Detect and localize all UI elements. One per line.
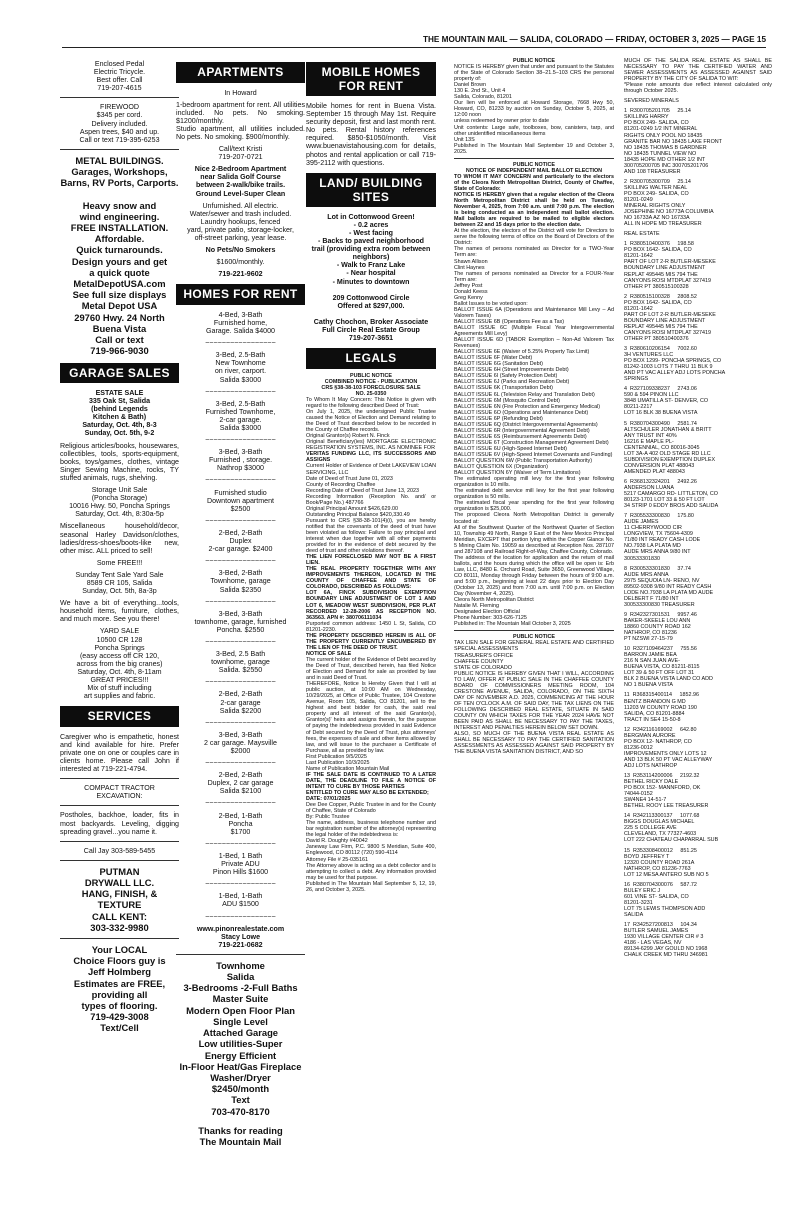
tax-lien-body: TAX LIEN SALE FOR GENERAL REAL ESTATE AND CERTIFIED SPECIAL ASSESSMENTS TREASURER'S OFFICE CHAFFEE COUNTY STATE OF COLORADO PUBLIC NOTICE IS HEREBY GIVEN THAT I WILL, ACCORDING TO LAW, OFFER AT PUBLIC SALE IN THE CHAFFEE COUNTY BOARD OF COMMISSIONERS MEETING ROOM, 104 CRESTONE AVENUE, SALIDA, COLORADO, ON THE SIXTH DAY OF NOVEMBER A.D. 2025, COMMENCING AT THE HOUR OF TEN O'CLOCK A.M. OF SAID DAY, THE TAX LIENS ON THE FOLLOWING DESCRIBED REAL ESTATE, SITUATE IN SAID COUNTY ON WHICH TAXES FOR THE YEAR 2024 HAVE NOT BEEN PAID AS SHALL BE NECESSARY TO PAY THE TAXES, INTEREST AND PENALTIES HEREIN BELOW SET DOWN. ALSO, SO MUCH OF THE BUENA VISTA REAL ESTATE AS SHALL BE NECESSARY TO PAY THE CERTIFIED SANITATION ASSESSMENTS AS ASSESSED AGAINST SAID PROPERTY BY THE BUENA VISTA SANITATION DISTRICT, AND SO <box>454 640 614 756</box>
apartment-ad: Call/text Kristi 719-207-0721 <box>218 145 263 162</box>
tax-lien-entry: 3 R380610206154 7002.60 3H VENTURES LLC PO BOX 1299- PONCHA SPRINGS, CO 81242-1003 LOTS 7 THRU 11 BLK 9 AND PT VAC ALLEY ADJ LOTS PONCHA SPRINGS <box>624 346 726 383</box>
election-notice <box>454 162 614 628</box>
notice-paragraph: Published in: The Mountain Mail October 3, 2025 <box>454 621 571 628</box>
classified-ad: FIREWOOD $345 per cord. Delivery included. Aspen trees, $40 and up. Call or text 719-395-6253 <box>79 103 160 144</box>
apartment-ad: 1-bedroom apartment for rent. All utilities included. No pets. No smoking. $1200/monthly. Studio apartment, all utilities included. No pets. No smoking. $900/monthly. <box>176 100 305 141</box>
classified-ad: Enclosed Pedal Electric Tricycle. Best offer. Call 719-207-4615 <box>93 60 146 93</box>
garage-sale-ad: Storage Unit Sale (Poncha Storage) 10016 Hwy. 50, Poncha Springs Saturday, Oct. 4th, 8:30a-5p <box>69 486 170 519</box>
foreclosure-notice <box>306 373 436 893</box>
notice-paragraph: Shawn Allison <box>454 258 488 265</box>
tax-lien-heading: PUBLIC NOTICE <box>513 634 555 641</box>
listing-divider: ~~~~~~~~~~~~~~~~~ <box>205 557 276 566</box>
notice-paragraph: LOT 6A, FINCK SUBDIVISION EXEMPTION BOUNDARY LINE ADJUSTMENT OF LOT 1 AND LOT 6, MEADOW WEST SUBDIVISION, PER PLAT RECORDED 12-28-2006 AS RECEPTION NO. 363563. APN #: 380706111034 <box>306 590 436 621</box>
home-rental-ads <box>176 309 305 1119</box>
notice-paragraph: The estimated operating mill levy for the first year following organization is 10 mills. <box>454 476 614 489</box>
foreclosure-notice-heading: PUBLIC NOTICE COMBINED NOTICE - PUBLICATION CRS §38-38-103 FORECLOSURE SALE NO. 25-0350 <box>321 372 421 397</box>
column-public-notices <box>454 58 614 1170</box>
notice-paragraph: Phone Number: 303-626-7125 <box>454 615 527 622</box>
home-rental-ad: Furnished studio Downtown apartment $2500 <box>206 488 275 513</box>
notice-paragraph: County of Recording Chaffee <box>306 481 376 488</box>
tax-lien-entry: 9 R342327301531 9957.46 BAKER-SKEELE LOU ANN 18860 COUNTY ROAD 162 NATHROP, CO 81236 PT NZSWI 27-15-79 <box>624 611 697 643</box>
service-ad: COMPACT TRACTOR EXCAVATION: <box>84 784 155 801</box>
tax-lien-notice <box>454 634 614 755</box>
tax-lien-entry: 2 R380515100328 2808.52 PO BOX 1642- SALIDA, CO 81201-1642 PART OF LOT 2-R BUTLER-MESEKE BOUNDARY LINE ADJUSTMENT REPLAT 495445 MIS 794 THE CANYONS ROSI MTDPLAT 327419 OTHER PT 380510400376 <box>624 293 716 342</box>
section-heading-apartments: APARTMENTS <box>176 62 305 83</box>
storage-lien-notice <box>454 58 614 155</box>
garage-sale-ad: Some FREE!!! <box>96 558 143 567</box>
notice-paragraph: The Attorney above is acting as a debt collector and is attempting to collect a debt. Any information provided may be used for that purpose. <box>306 862 436 881</box>
notice-paragraph: First Publication 9/5/2025 <box>306 753 367 760</box>
tax-lien-entry: 13 R353114200006 2192.32 BETHEL RICKY DALE PO BOX 152- MANNFORD, OK 74044-0152 SW4NE4 14-51-7 BETHEL ROOY LEE TREASURER <box>624 773 709 810</box>
notice-paragraph: BALLOT ISSUE 6G (Sanitation Debt) <box>454 361 543 368</box>
notice-paragraph: All of the Southwest Quarter of the Northwest Quarter of Section 10, Township 49 North, Range 9 East of the New Mexico Principal Meridian, EXCEPT that portion lying within the Copper Glance No. 5 Mining Claim No. 19059 as described at Reception Nos. 287107 and 287108 and Railroad Right-of-Way, Chaffee County, Colorado. <box>454 524 614 555</box>
garage-sale-ad: Religious articles/books, housewares, collectibles, tools, sports-equipment, books, toys/games, clothes, vintage Singer Sewing Machine, rocks, TY stuffed animals, rugs, shelving. <box>60 441 179 482</box>
garage-sale-ad: ESTATE SALE 335 Oak St, Salida (behind Legends Kitchen & Bath) Saturday, Oct. 4th, 8-3 Sunday, Oct. 5th, 9-2 <box>82 389 157 438</box>
notice-paragraph: BALLOT ISSUE 6S (Reimbursement Agreements Debt) <box>454 433 587 440</box>
severed-minerals-heading: SEVERED MINERALS <box>624 98 679 105</box>
notice-paragraph: Original Grantor(s) Robert N. Finck <box>306 433 390 440</box>
garage-sale-ads <box>60 387 179 702</box>
notice-paragraph: BALLOT ISSUE 6N (Fire Protection and Emergency Medical) <box>454 403 601 410</box>
notice-paragraph: VERITAS FUNDING LLC, ITS SUCCESSORS AND ASSIGNS <box>306 451 436 464</box>
notice-paragraph: BALLOT ISSUE 6F (Water Debt) <box>454 355 533 362</box>
notice-paragraph: Janeway Law Firm, P.C. 9800 S Meridian, Suite 400, Englewood, CO 80112 (720) 590-4114 <box>306 844 436 857</box>
listing-divider: ~~~~~~~~~~~~~~~~~ <box>205 718 276 727</box>
column-mobile-land-legals <box>306 58 436 1170</box>
apartment-ad: $1600/monthly. <box>216 258 265 267</box>
notice-paragraph: To Whom It May Concern: This Notice is given with regard to the following described Deed of Trust: <box>306 396 436 409</box>
home-rental-ad: 3-Bed, 3-Bath townhome, garage, furnished Poncha. $2550 <box>194 609 287 634</box>
notice-paragraph: BALLOT ISSUE 6M (Mosquito Control Debt) <box>454 397 560 404</box>
notice-paragraph: Donald Keess <box>454 288 488 295</box>
notice-paragraph: BALLOT ISSUE 6I (Safety Protection Debt) <box>454 373 558 380</box>
notice-paragraph: BALLOT ISSUE 6H (Street Improvements Debt) <box>454 367 569 374</box>
notice-paragraph: BALLOT ISSUE 6J (Parks and Recreation Debt) <box>454 379 570 386</box>
home-rental-ad: 1-Bed, 1 Bath Private ADU Pinon Hills $1600 <box>212 851 269 877</box>
tax-lien-entry: 7 R305533300830 175.80 AUDE JAMES 11 CHERRYWOOD CIR LONGVIEW, TX 75604-4309 71/80 INT READY CASH LODE NO.7938 LA PLATA MD AUDE MRS ANNA 9/80 INT 300533301830 <box>624 513 701 562</box>
notice-paragraph: The name, address, business telephone number and bar registration number of the attorney(s) representing the legal holder of the indebtedness is: <box>306 820 436 839</box>
service-ad: Caregiver who is empathetic, honest and kind available for hire. Prefer private one on one or couples care in clients home. Please call John if interested at 719-221-4794. <box>60 732 179 774</box>
notice-paragraph: THEREFORE, Notice Is Hereby Given that I will at public auction, at 10:00 AM on Wednesday, 10/29/2025, at Office of Public Trustee, 104 Crestone Avenue, Room 105, Salida, CO 81201, sell to the highest and best bidder for cash, the said real property and all interest of the said Grantor(s), Grantor(s)' heirs and assigns therein, for the purpose of paying the indebtedness provided in said Evidence of Debt secured by the Deed of Trust, plus attorneys' fees, the expenses of sale and other items allowed by law, and will issue to the purchaser a Certificate of Purchase, all as provided by law. <box>306 681 436 754</box>
notice-paragraph: Cleora North Metropolitan District <box>454 597 534 604</box>
apartment-ad: 719-221-9602 <box>218 270 263 279</box>
home-rental-ad: 3-Bed, 2-Bath Townhome, garage Salida $2350 <box>210 569 271 594</box>
apartment-ad: Unfurnished. All electric. Water/sewer and trash included. Laundry hookups, fenced yard, private patio, storage-locker, off-street parking, year lease. <box>187 201 294 242</box>
notice-paragraph: The current holder of the Evidence of Debt secured by the Deed of Trust, described herein, has filed Notice of Election and Demand for sale as provided by law and in said Deed of Trust. <box>306 656 436 682</box>
notice-paragraph: Designated Election Official <box>454 609 520 616</box>
notice-paragraph: Last Publication 10/3/2025 <box>306 759 370 766</box>
notice-paragraph: The names of persons nominated as Director for a TWO-Year Term are: <box>454 246 614 259</box>
tax-lien-entry: 14 R342113300137 1077.68 BIGGS DOUGLAS MICHAEL 225 S COLLEGE AVE CLEVELAND, TX 77327-4603 LOT 222 CHATEAU CHAPARRAL SUB <box>624 813 719 844</box>
election-notice-heading: PUBLIC NOTICE NOTICE OF INDEPENDENT MAIL BALLOT ELECTION <box>465 161 603 174</box>
page-header: THE MOUNTAIN MAIL — SALIDA, COLORADO — FRIDAY, OCTOBER 3, 2025 — PAGE 15 <box>62 34 766 48</box>
listing-divider: ~~~~~~~~~~~~~~~~~ <box>205 799 276 808</box>
severed-minerals-list <box>624 108 772 227</box>
column-rentals <box>176 58 305 1170</box>
garage-sale-ad: Sunday Tent Sale Yard Sale 8589 CR 105, Salida Sunday, Oct. 5th, 8a-3p <box>75 570 164 596</box>
notice-paragraph: THE LIEN FORECLOSED MAY NOT BE A FIRST LIEN. <box>306 554 436 567</box>
home-rental-ad: 3-Bed, 2.5 Bath townhome, garage Salida. $2550 <box>211 650 270 675</box>
notice-paragraph: THE REAL PROPERTY TOGETHER WITH ANY IMPROVEMENTS THEREON, LOCATED IN THE COUNTY OF CHAFFEE AND STATE OF COLORADO, DESCRIBED AS FOLLOWS: <box>306 566 436 591</box>
notice-paragraph: BALLOT ISSUE 6R (Intergovernmental Agreement Debt) <box>454 427 590 434</box>
notice-paragraph: BALLOT ISSUE 6Q (District Intergovernmental Agreements) <box>454 421 598 428</box>
tax-lien-entry: 16 R380704300076 587.72 BULEY ERIC J 601 VINE ST- SALIDA, CO 81201-3231 LOT 75 LEWIS THOMPSON ADD SALIDA <box>624 881 706 918</box>
garage-sale-ad: YARD SALE 10500 CR 128 Poncha Springs (easy access off CR 120, across from the big cranes) Saturday, Oct. 4th, 8-11am GREAT PRICES!!! Mix of stuff including art supplies and fabric. <box>76 627 163 701</box>
garage-sale-ad: We have a bit of everything...tools, household items, furniture, clothes, and much more. See you there! <box>60 599 179 624</box>
section-heading-garage-sales: GARAGE SALES <box>60 363 179 384</box>
notice-paragraph: BALLOT ISSUE 6O (Operations and Maintenance Debt) <box>454 409 589 416</box>
home-rental-ad: 2-Bed, 2-Bath 2-car garage Salida $2200 <box>218 690 263 715</box>
listing-divider: ~~~~~~~~~~~~~~~~~ <box>205 516 276 525</box>
notice-paragraph: NOTICE OF SALE <box>306 650 352 657</box>
listing-divider: ~~~~~~~~~~~~~~~~~ <box>205 339 276 348</box>
column-tax-lien-list <box>624 58 772 1170</box>
notice-paragraph: BALLOT QUESTION 6Y (Waiver of Term Limitations) <box>454 470 581 477</box>
notice-paragraph: Attorney File # 25-035161 <box>306 856 369 863</box>
notice-paragraph: Outstanding Principal Balance $420,330.49 <box>306 511 410 518</box>
notice-paragraph: IF THE SALE DATE IS CONTINUED TO A LATER DATE, THE DEADLINE TO FILE A NOTICE OF INTENT TO CURE BY THOSE PARTIES <box>306 771 436 790</box>
apartment-ad: Nice 2-Bedroom Apartment near Salida Golf Course between 2-walk/bike trails. Ground Level-Super Clean <box>194 165 287 198</box>
home-rental-ad: 1-Bed, 1-Bath ADU $1500 <box>218 892 263 909</box>
notice-paragraph: ENTITLED TO CURE MAY ALSO BE EXTENDED; <box>306 789 429 796</box>
tax-lien-intro: MUCH OF THE SALIDA REAL ESTATE AS SHALL BE NECESSARY TO PAY THE CERTIFIED WATER AND SEWER ASSESSMENTS AS ASSESSED AGAINST SAID PROPERTY BY THE CITY OF SALIDA TO WIT: *Please note amounts due reflect interest calculated only through October 2025. <box>624 58 772 95</box>
garage-sale-ad: Miscellaneous household/decor, seasonal Harley Davidson/clothes, ladies/dress-shoes/boots-like new, other misc. ALL priced to sell! <box>60 522 179 555</box>
listing-divider: ~~~~~~~~~~~~~~~~~ <box>205 912 276 921</box>
section-heading-land-building-sites: LAND/ BUILDING SITES <box>306 173 436 207</box>
listing-divider: ~~~~~~~~~~~~~~~~~ <box>205 436 276 445</box>
notice-paragraph: Published in The Mountain Mail September 5, 12, 19, 26, and October 3, 2025. <box>306 880 436 893</box>
home-rental-ad: 3-Bed, 3-Bath 2 car garage. Maysville $2000 <box>204 730 277 755</box>
tax-lien-entry: 6 R368132324201 2492.26 ANDERSON LUANA 5217 CAMARGO RD- LITTLETON, CO 80123-1701 LOT 33 & 50 FT LOT 34 STRIP 0 EDDY BROS ADD SALIDA <box>624 478 719 510</box>
section-heading-services: SERVICES <box>60 706 179 727</box>
tax-lien-entry: 12 R342116169002 642.80 BERGMAN AURORE PO BOX 12- NATHROP, CO 81236-0012 IMPROVEMENTS ONLY LOTS 12 AND 13 BLK 50 PT VAC ALLEYWAY ADJ LOTS NATHROP <box>624 726 713 769</box>
tax-lien-entry: 1 R380510400376 198.58 PO BOX 1642- SALIDA, CO 81201-1642 PART OF LOT 2-R BUTLER-MESEKE BOUNDARY LINE ADJUSTMENT REPLAT 495445 MIS 794 THE CANYONS ROSI MTDPLAT 327419 OTHER PT 380515100328 <box>624 241 716 290</box>
notice-paragraph: The estimated debt service mill levy for the first year following organization is 50 mills. <box>454 488 614 501</box>
notice-paragraph: On July 1, 2025, the undersigned Public Trustee caused the Notice of Election and Demand relating to the Deed of Trust described below to be recorded in the County of Chaffee records. <box>306 409 436 434</box>
home-rental-ad: 2-Bed, 2-Bath Duplex, 2 car garage Salida $2100 <box>207 771 274 796</box>
notice-paragraph: BALLOT ISSUE 6B (Operations Fee as a Tax) <box>454 318 565 325</box>
notice-paragraph: Dee Dee Copper, Public Trustee in and for the County of Chaffee, State of Colorado <box>306 802 436 815</box>
tax-lien-entry: 17 R342527200813 104.34 BUTLER SAMUEL JAMES 1930 VILLAGE CENTER CIR # 3 4186 - LAS VEGAS, NV 89134-6299 JAY GOULD NO 1968 CHALK CREEK MD THRU 346981 <box>624 922 708 959</box>
services-ads <box>60 731 179 1036</box>
home-rental-ad: 3-Bed, 2.5-Bath New Townhome on river, carport. Salida $3000 <box>214 351 267 384</box>
notice-paragraph: BALLOT ISSUE 6T (Construction Management Agreement Debt) <box>454 439 609 446</box>
section-heading-homes-for-rent: HOMES FOR RENT <box>176 284 305 305</box>
tax-lien-entry: 5 R380704300490 2581.74 ALTSCHULER JONATHAN & BRITT ANY TRUST INT 40% 16216 E MAPLE PL- CENTENNIAL, CO 80016-3045 LOT 3A-A 402 OLD STAGE RD LLC SUBDIVISION EXEMPTION DUPLEX CONVERSION PLAT 488043 AMENDED PLAT 488043 <box>624 420 716 475</box>
home-rental-ad: www.pinonrealestate.com Stacy Lowe 719-221-0682 <box>196 924 285 949</box>
notice-paragraph: BALLOT ISSUE 6L (Television Relay and Translation Debt) <box>454 391 595 398</box>
home-rental-ad: 2-Bed, 2-Bath Duplex 2-car garage. $2400 <box>208 528 273 554</box>
notice-paragraph: NOTICE IS HEREBY given that a regular election of the Cleora North Metropolitan District shall be held on Tuesday, November 4, 2025, from 7:00 a.m. until 7:00 p.m. The election is being conducted as an independent mail ballot election. Mail ballots are required to be mailed to eligible electors between 22 and 15 days prior to the election date. <box>454 191 614 229</box>
listing-divider: ~~~~~~~~~~~~~~~~~ <box>205 476 276 485</box>
notice-paragraph: Purported common address: 1450 L St, Salida, CO 81201-2230. <box>306 620 436 633</box>
apartment-ad: No Pets/No Smokers <box>205 246 276 255</box>
notice-paragraph: By: Public Trustee <box>306 814 350 821</box>
column-for-sale-services <box>60 58 179 1170</box>
listing-divider: ~~~~~~~~~~~~~~~~~ <box>205 637 276 646</box>
land-ad: Lot in Cottonwood Green! - 0.2 acres - West facing - Backs to paved neighborhood trail (providing extra room between neighbors) - Walk to Franz Lake - Near hospital - Minutes to downtown 209 Cottonwood Circle Offered at $297,000. Cathy Chochon, Broker Associate Full Circle Real Estate Group 719-207-3651 <box>311 212 431 343</box>
listing-divider: ~~~~~~~~~~~~~~~~~ <box>205 597 276 606</box>
home-rental-ad: Townhome Salida 3-Bedrooms -2-Full Baths Master Suite Modern Open Floor Plan Single Level Attached Garage Low utilities-Super Energy Efficient In-Floor Heat/Gas Fireplace Washer/Dryer $2450/month Text 703-470-8170 <box>179 959 302 1117</box>
notice-paragraph: Greg Kenny <box>454 294 483 301</box>
notice-paragraph: At the election, the electors of the District will vote for Directors to serve the following terms of office on the Board of Directors of the District: <box>454 228 614 247</box>
listing-divider: ~~~~~~~~~~~~~~~~~ <box>205 678 276 687</box>
apartment-ads <box>176 87 305 281</box>
notice-paragraph: The proposed Cleora North Metropolitan District is generally located at: <box>454 512 614 525</box>
foreclosure-notice-body <box>306 397 436 893</box>
notice-paragraph: BALLOT ISSUE 6C (Multiple Fiscal Year Intergovernmental Agreements Mill Levy) <box>454 325 614 338</box>
notice-paragraph: BALLOT ISSUE 6D (TABOR Exemption – Non-Ad Valorem Tax Revenues) <box>454 337 614 350</box>
notice-paragraph: Current Holder of Evidence of Debt LAKEVIEW LOAN SERVICING, LLC <box>306 463 436 476</box>
notice-paragraph: Clint Haynes <box>454 264 485 271</box>
notice-paragraph: Natalie M. Fleming <box>454 603 499 610</box>
notice-paragraph: David R. Doughty #40042 <box>306 838 368 845</box>
service-ad: Call Jay 303-589-5455 <box>83 846 156 855</box>
notice-paragraph: BALLOT ISSUE 6A (Operations and Maintenance Mill Levy – Ad Valorem Taxes) <box>454 306 614 319</box>
apartment-ad: In Howard <box>224 88 257 97</box>
election-notice-body <box>454 174 614 628</box>
mobile-homes-ad: Mobile homes for rent in Buena Vista. September 15 through May 1st. Require security deposit, first and last month rent. No pets. Rental history references required. $850-$1050/month. Visit www.buenavistahousing.com for details, photos and rental application or call 719-395-2112 with questions. <box>306 102 436 167</box>
home-rental-ad: 3-Bed, 3-Bath Furnished , storage. Nathrop $3000 <box>208 448 273 473</box>
real-estate-list <box>624 241 772 958</box>
notice-paragraph: BALLOT QUESTION 6W (Public Transportation Authority) <box>454 458 593 465</box>
listing-divider: ~~~~~~~~~~~~~~~~~ <box>205 387 276 396</box>
tax-lien-entry: 15 R353308400012 851.25 BOYD JEFFREY T 12320 COUNTY ROAD 261A NATHROP, CO 81236-7763 LOT 12 MESA ANTERO SUB NO 5 <box>624 847 709 878</box>
home-rental-ad: 2-Bed, 1-Bath Poncha $1700 <box>218 811 263 836</box>
notice-paragraph: Recording Date of Deed of Trust June 13, 2023 <box>306 487 419 494</box>
service-ad: Your LOCAL Choice Floors guy is Jeff Holmberg Estimates are FREE, providing all types of flooring. 719-429-3008 Text/Cell <box>73 944 166 1034</box>
notice-paragraph: DATE: 07/01/2025 <box>306 796 351 803</box>
notice-paragraph: Original Beneficiary(ies) MORTGAGE ELECTRONIC REGISTRATION SYSTEMS, INC. AS NOMINEE FOR <box>306 439 436 452</box>
section-heading-mobile-homes: MOBILE HOMES FOR RENT <box>306 62 436 96</box>
notice-paragraph: Original Principal Amount $426,629.00 <box>306 505 398 512</box>
notice-paragraph: Recording Information (Reception No. and/ or Book/Page No.) 487766 <box>306 493 436 506</box>
storage-notice-body: NOTICE IS HEREBY given that under and pursuant to the Statutes of the State of Colorado Section 38–21.5–103 CRS the personal property of: Daniel Brown 130 E. 2nd St., Unit 4 Salida, Colorado, 81201 Our lien will be enforced at Howard Storage, 7668 Hwy 50, Howard, CO, 81233 by auction on Sunday, October 5, 2025, at 12:00 noon unless redeemed by owner prior to date Unit contents: Large safe, toolboxes, bow, canisters, tarp, and other unidentified miscellaneous items Unit 13S Published in The Mountain Mail September 19 and October 3, 2025. <box>454 64 614 155</box>
home-rental-ad: 4-Bed, 3-Bath Furnished home, Garage. Salida $4000 <box>205 310 276 336</box>
notice-paragraph: BALLOT ISSUE 6E (Waiver of 5.25% Property Tax Limit) <box>454 349 590 356</box>
notice-paragraph: Name of Publication Mountain Mail <box>306 765 390 772</box>
notice-paragraph: Date of Deed of Trust June 01, 2023 <box>306 475 393 482</box>
real-estate-heading: REAL ESTATE <box>624 231 660 238</box>
notice-paragraph: The estimated fiscal year spending for the first year following organization is $25,000. <box>454 500 614 513</box>
section-heading-legals: LEGALS <box>306 348 436 369</box>
listing-divider: ~~~~~~~~~~~~~~~~~ <box>205 839 276 848</box>
tax-lien-entry: 2 R300705300709 25.14 SKILLING WALTER NEAL PO BOX 249- SALIDA, CO 81201-0249 MINERAL RIGHTS ONLY JOSEPHINE NO 16773A COLUMBIA NO 16733A AZ NO 16733A ALL IN HOPE MD TREASURER <box>624 178 714 228</box>
notice-paragraph: Ballot Issues to be voted upon: <box>454 300 528 307</box>
service-ad: Postholes, backhoe, loader, fits in most backyards. Leveling, digging spreading gravel...you name it. <box>60 811 179 836</box>
notice-paragraph: BALLOT ISSUE 6U (High-Speed Internet Debt) <box>454 445 567 452</box>
notice-paragraph: The address of the location for application and the return of mail ballots, and the hours during which the office will be open is: Erb Law, LLC, 8480 E. Orchard Road, Suite 3650, Greenwood Village, CO 80111, Monday through Friday between the hours of 9:00 a.m. and 5:00 p.m., beginning at least 22 days prior to Election Day (October 13, 2025) and from 7:00 a.m. until 7:00 p.m. on Election Day (November 4, 2025). <box>454 554 614 598</box>
notice-paragraph: TO WHOM IT MAY CONCERN and particularly to the electors of the Cleora North Metropolitan District, County of Chaffee, State of Colorado: <box>454 173 614 192</box>
tax-lien-entry: 8 R300533301830 37.74 AUDE MRS ANNA 2975 SEQUOIA LN- RENO, NV 89502-9308 9/80 INT READY CASH LODE NO.7938 LA PLATA MD AUDE DELBERT F 71/80 INT 300533300830 TREASURER <box>624 565 714 608</box>
tax-lien-entry: 4 R327109338237 2743.06 590 & 594 PINON LLC 3848 UMATILLA ST- DENVER, CO 80211-2217 LOT 16 BLK 38 BUENA VISTA <box>624 386 709 417</box>
notice-paragraph: THE PROPERTY DESCRIBED HEREIN IS ALL OF THE PROPERTY CURRENTLY ENCUMBERED BY THE LIEN OF THE DEED OF TRUST. <box>306 632 436 651</box>
notice-paragraph: BALLOT QUESTION 6X (Organization) <box>454 464 548 471</box>
tax-lien-entry: 11 R368315400114 1852.96 BENTZ BRANDON G MD 11203 W COUNTY ROAD 190 SALIDA, CO 81201-8884 TRACT IN SE4 15-50-8 <box>624 692 700 723</box>
storage-notice-heading: PUBLIC NOTICE <box>513 58 555 64</box>
home-rental-ad: 3-Bed, 2.5-Bath Furnished Townhome, 2-car garage. Salida $3000 <box>205 399 276 432</box>
notice-paragraph: Jeffrey Post <box>454 282 483 289</box>
notice-paragraph: BALLOT ISSUE 6V (High-Speed Internet Covenants and Funding) <box>454 452 613 458</box>
classified-ad: METAL BUILDINGS. Garages, Workshops, Barns, RV Ports, Carports. Heavy snow and wind engineering. FREE INSTALLATION. Affordable. Quick turnarounds. Design yours and get a quick quote MetalDepotUSA.com See full size displays Metal Depot USA 29760 Hwy. 24 North Buena Vista Call or text 719-966-9030 <box>60 154 179 357</box>
service-ad: PUTMAN DRYWALL LLC. HANG, FINISH, & TEXTURE CALL KENT: 303-332-9980 <box>81 865 158 933</box>
thanks-note: Thanks for reading The Mountain Mail <box>198 1124 283 1147</box>
notice-paragraph: The names of persons nominated as Director for a FOUR-Year Term are: <box>454 270 614 283</box>
listing-divider: ~~~~~~~~~~~~~~~~~ <box>205 759 276 768</box>
tax-lien-entry: 1 R300705201705 25.14 SKILLING HARRY PO BOX 249- SALIDA, CO 81201-0249 1/2 INT MINERAL RIGHTS ONLY POOL NO 18435 GRANITE BAR NO 18435 LAKE FRONT NO 18435 THOMAS B GARDNER NO 18435 TUNNEL VIEW NO 18435 HOPE MD OTHER 1/2 INT 300705200705 INC 300705201706 AND 108 TREASURER <box>624 108 722 175</box>
listing-divider: ~~~~~~~~~~~~~~~~~ <box>205 880 276 889</box>
notice-paragraph: BALLOT ISSUE 6P (Refunding Debt) <box>454 415 543 422</box>
notice-paragraph: Pursuant to CRS §38-38-101(4)(i), you are hereby notified that the covenants of the deed of trust have been violated as follows: Failure to pay principal and interest when due together with all other payments provided for in the evidence of debt secured by the deed of trust and other violations thereof. <box>306 517 436 555</box>
tax-lien-entry: 10 R327109464237 755.56 BARRON JAMIE BEA 216 N SAN JUAN AVE- BUENA VISTA, CO 81211-8115 LOT 39 & 50 FT OFF LOT 31 BLK 2 BUENA VISTA LAND CO ADD NO 1 BUENA VISTA <box>624 646 713 689</box>
for-sale-ads <box>60 58 179 359</box>
notice-paragraph: BALLOT ISSUE 6K (Transportation Debt) <box>454 385 553 392</box>
